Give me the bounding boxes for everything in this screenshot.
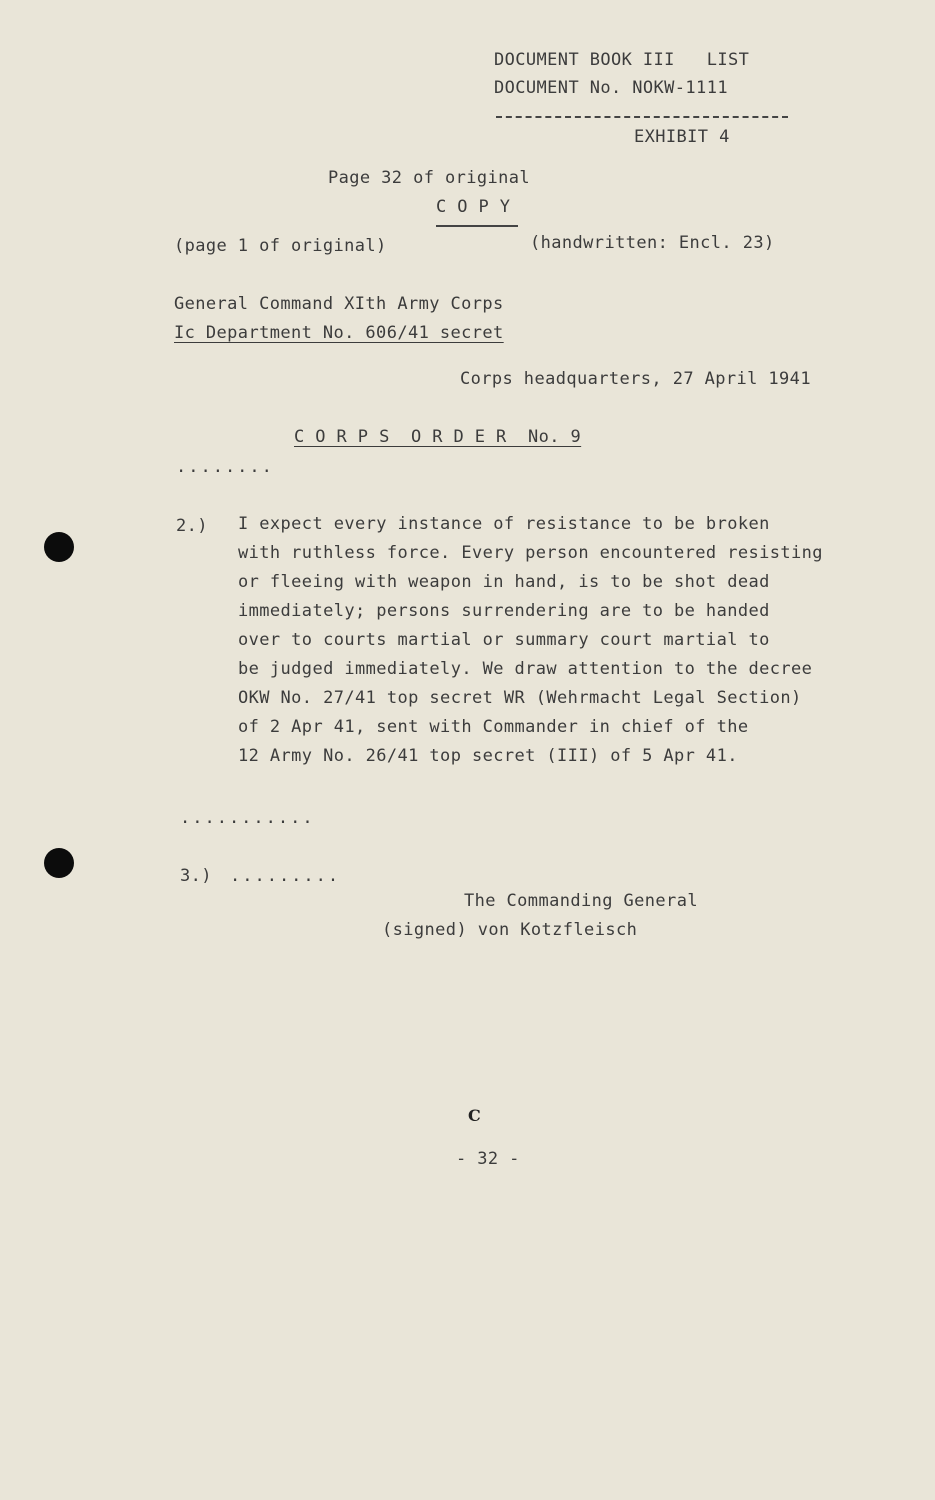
- handwritten-mark: C: [468, 1106, 481, 1125]
- copy-label: C O P Y: [436, 197, 511, 217]
- omission-dots: ........: [176, 457, 274, 477]
- paragraph-line: with ruthless force. Every person encountered resisting: [238, 543, 823, 563]
- paragraph-number: 3.): [180, 866, 212, 886]
- omission-dots: .........: [230, 866, 341, 886]
- page-number: - 32 -: [456, 1149, 520, 1169]
- paragraph-line: of 2 Apr 41, sent with Commander in chief of the: [238, 717, 749, 737]
- paragraph-line: 12 Army No. 26/41 top secret (III) of 5 Apr 41.: [238, 746, 738, 766]
- place-date: Corps headquarters, 27 April 1941: [460, 369, 811, 389]
- signature-title: The Commanding General: [464, 891, 698, 911]
- page-one-note: (page 1 of original): [174, 236, 387, 256]
- paragraph-line: over to courts martial or summary court martial to: [238, 630, 770, 650]
- department-line: Ic Department No. 606/41 secret: [174, 323, 504, 343]
- omission-dots: ...........: [180, 808, 315, 828]
- copy-underline: [436, 225, 518, 227]
- page-of-original: Page 32 of original: [328, 168, 531, 188]
- document-book-line: DOCUMENT BOOK III LIST: [494, 50, 750, 70]
- binder-hole: [44, 848, 74, 878]
- document-number-line: DOCUMENT No. NOKW-1111: [494, 78, 728, 98]
- handwritten-note: (handwritten: Encl. 23): [530, 233, 775, 253]
- paragraph-line: OKW No. 27/41 top secret WR (Wehrmacht Legal Section): [238, 688, 802, 708]
- paragraph-line: or fleeing with weapon in hand, is to be shot dead: [238, 572, 770, 592]
- header-divider: [496, 116, 788, 118]
- exhibit-label: EXHIBIT 4: [634, 127, 730, 147]
- paragraph-line: be judged immediately. We draw attention to the decree: [238, 659, 813, 679]
- binder-hole: [44, 532, 74, 562]
- paragraph-line: immediately; persons surrendering are to be handed: [238, 601, 770, 621]
- order-title: C O R P S O R D E R No. 9: [294, 427, 582, 447]
- paragraph-number: 2.): [176, 516, 208, 536]
- paragraph-line: I expect every instance of resistance to be broken: [238, 514, 770, 534]
- sender-line: General Command XIth Army Corps: [174, 294, 504, 314]
- signature-name: (signed) von Kotzfleisch: [382, 920, 638, 940]
